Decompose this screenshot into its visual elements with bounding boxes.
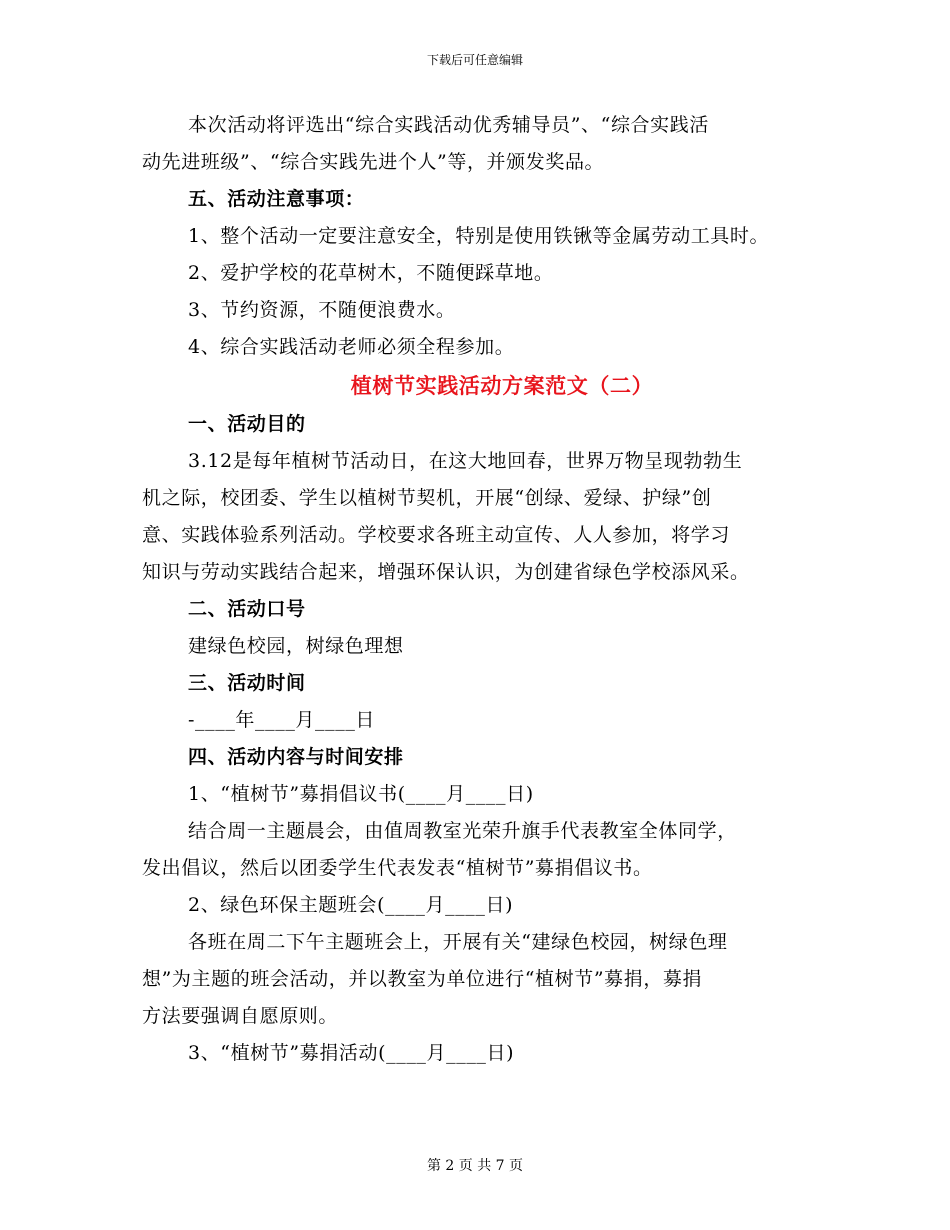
paragraph-line: 2、爱护学校的花草树木，不随便踩草地。 [188, 262, 554, 284]
paragraph-line: 1、“植树节”募捐倡议书(____月____日) [188, 783, 534, 805]
section-heading: 五、活动注意事项： [188, 188, 365, 210]
paragraph-line: 4、综合实践活动老师必须全程参加。 [188, 336, 515, 358]
paragraph-line: 本次活动将评选出“综合实践活动优秀辅导员”、“综合实践活 [188, 114, 709, 136]
page-footer: 第 2 页 共 7 页 [426, 1158, 524, 1174]
paragraph-line: 2、绿色环保主题班会(____月____日) [188, 894, 514, 916]
paragraph-line: 方法要强调自愿原则。 [142, 1005, 339, 1027]
section-heading: 四、活动内容与时间安排 [188, 746, 404, 768]
paragraph-line: 意、实践体验系列活动。学校要求各班主动宣传、人人参加，将学习 [142, 524, 731, 546]
paragraph-line: 1、整个活动一定要注意安全，特别是使用铁锹等金属劳动工具时。 [188, 225, 770, 247]
section-heading: 二、活动口号 [188, 598, 306, 620]
paragraph-line: 动先进班级”、“综合实践先进个人”等，并颁发奖品。 [142, 151, 605, 173]
section-heading: 一、活动目的 [188, 413, 306, 435]
paragraph-line: 机之际，校团委、学生以植树节契机，开展“创绿、爱绿、护绿”创 [142, 487, 712, 509]
paragraph-line: 建绿色校园，树绿色理想 [188, 635, 404, 657]
paragraph-line: 知识与劳动实践结合起来，增强环保认识，为创建省绿色学校添风采。 [142, 561, 750, 583]
paragraph-line: 发出倡议，然后以团委学生代表发表“植树节”募捐倡议书。 [142, 857, 653, 879]
page-header: 下载后可任意编辑 [426, 53, 523, 67]
paragraph-line: 3、节约资源，不随便浪费水。 [188, 299, 456, 321]
paragraph-line: -____年____月____日 [188, 709, 376, 731]
paragraph-line: 各班在周二下午主题班会上，开展有关“建绿色校园，树绿色理 [188, 931, 728, 953]
paragraph-line: 3、“植树节”募捐活动(____月____日) [188, 1042, 515, 1064]
paragraph-line: 结合周一主题晨会，由值周教室光荣升旗手代表教室全体同学， [188, 820, 737, 842]
paragraph-line: 想”为主题的班会活动，并以教室为单位进行“植树节”募捐，募捐 [142, 968, 703, 990]
section-title: 植树节实践活动方案范文（二） [350, 373, 654, 398]
document-body [142, 107, 822, 1072]
section-heading: 三、活动时间 [188, 672, 306, 694]
paragraph-line: 3.12是每年植树节活动日，在这大地回春，世界万物呈现勃勃生 [188, 450, 743, 472]
